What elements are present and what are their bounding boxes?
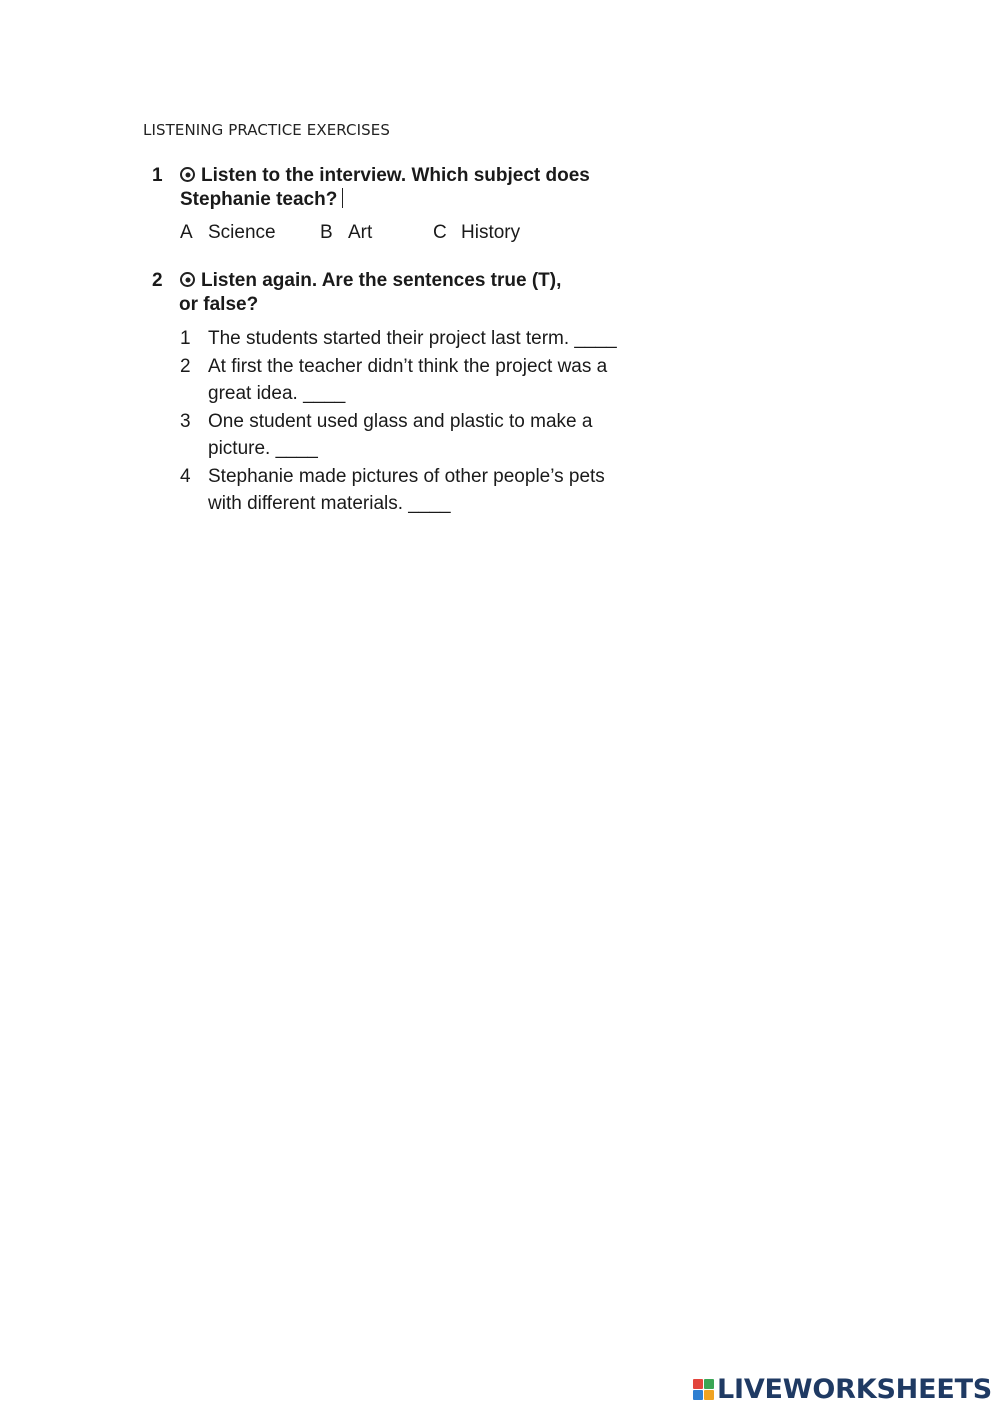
list-item: [180, 325, 670, 353]
list-item: [180, 353, 670, 408]
option-text: History: [461, 222, 521, 243]
instruction-line-2: Stephanie teach?: [180, 189, 338, 210]
option-text: Art: [348, 222, 373, 243]
list-item: [180, 463, 670, 518]
logo-mark-icon: [693, 1379, 714, 1400]
logo-square-red: [693, 1379, 703, 1389]
list-item: [180, 408, 670, 463]
text-cursor: [342, 188, 343, 208]
option-letter: B: [320, 222, 333, 243]
item-text[interactable]: One student used glass and plastic to make a picture. ____: [208, 410, 593, 459]
item-number: 2: [180, 355, 191, 377]
listen-audio-icon: [180, 167, 195, 182]
true-false-list: [180, 325, 670, 518]
logo-text: LIVEWORKSHEETS: [717, 1374, 993, 1405]
instruction-line-2: or false?: [179, 294, 259, 315]
logo-square-orange: [704, 1390, 714, 1400]
exercise-1: [150, 164, 670, 244]
instruction-line-1: Listen to the interview. Which subject does: [201, 165, 590, 186]
exercise-1-instruction: [150, 164, 670, 212]
answer-options: [180, 222, 670, 244]
liveworksheets-logo[interactable]: [693, 1374, 992, 1405]
exercise-number: 1: [152, 165, 163, 186]
option-c[interactable]: [433, 222, 520, 244]
option-a[interactable]: [180, 222, 320, 244]
item-text[interactable]: At first the teacher didn’t think the project was a great idea. ____: [208, 355, 608, 404]
item-number: 4: [180, 465, 191, 487]
option-letter: A: [180, 222, 193, 243]
logo-square-green: [704, 1379, 714, 1389]
option-b[interactable]: [320, 222, 433, 244]
listen-audio-icon: [180, 272, 195, 287]
option-text: Science: [208, 222, 276, 243]
option-letter: C: [433, 222, 447, 243]
logo-square-blue: [693, 1390, 703, 1400]
exercise-number: 2: [152, 270, 163, 291]
instruction-line-1: Listen again. Are the sentences true (T),: [201, 270, 562, 291]
exercise-2: [150, 269, 670, 518]
item-text[interactable]: Stephanie made pictures of other people’s pets with different materials. ____: [208, 465, 605, 514]
item-text[interactable]: The students started their project last term. ____: [208, 328, 617, 349]
item-number: 1: [180, 328, 191, 349]
page-title: LISTENING PRACTICE EXERCISES: [143, 121, 390, 139]
exercise-2-instruction: [150, 269, 670, 317]
item-number: 3: [180, 410, 191, 432]
